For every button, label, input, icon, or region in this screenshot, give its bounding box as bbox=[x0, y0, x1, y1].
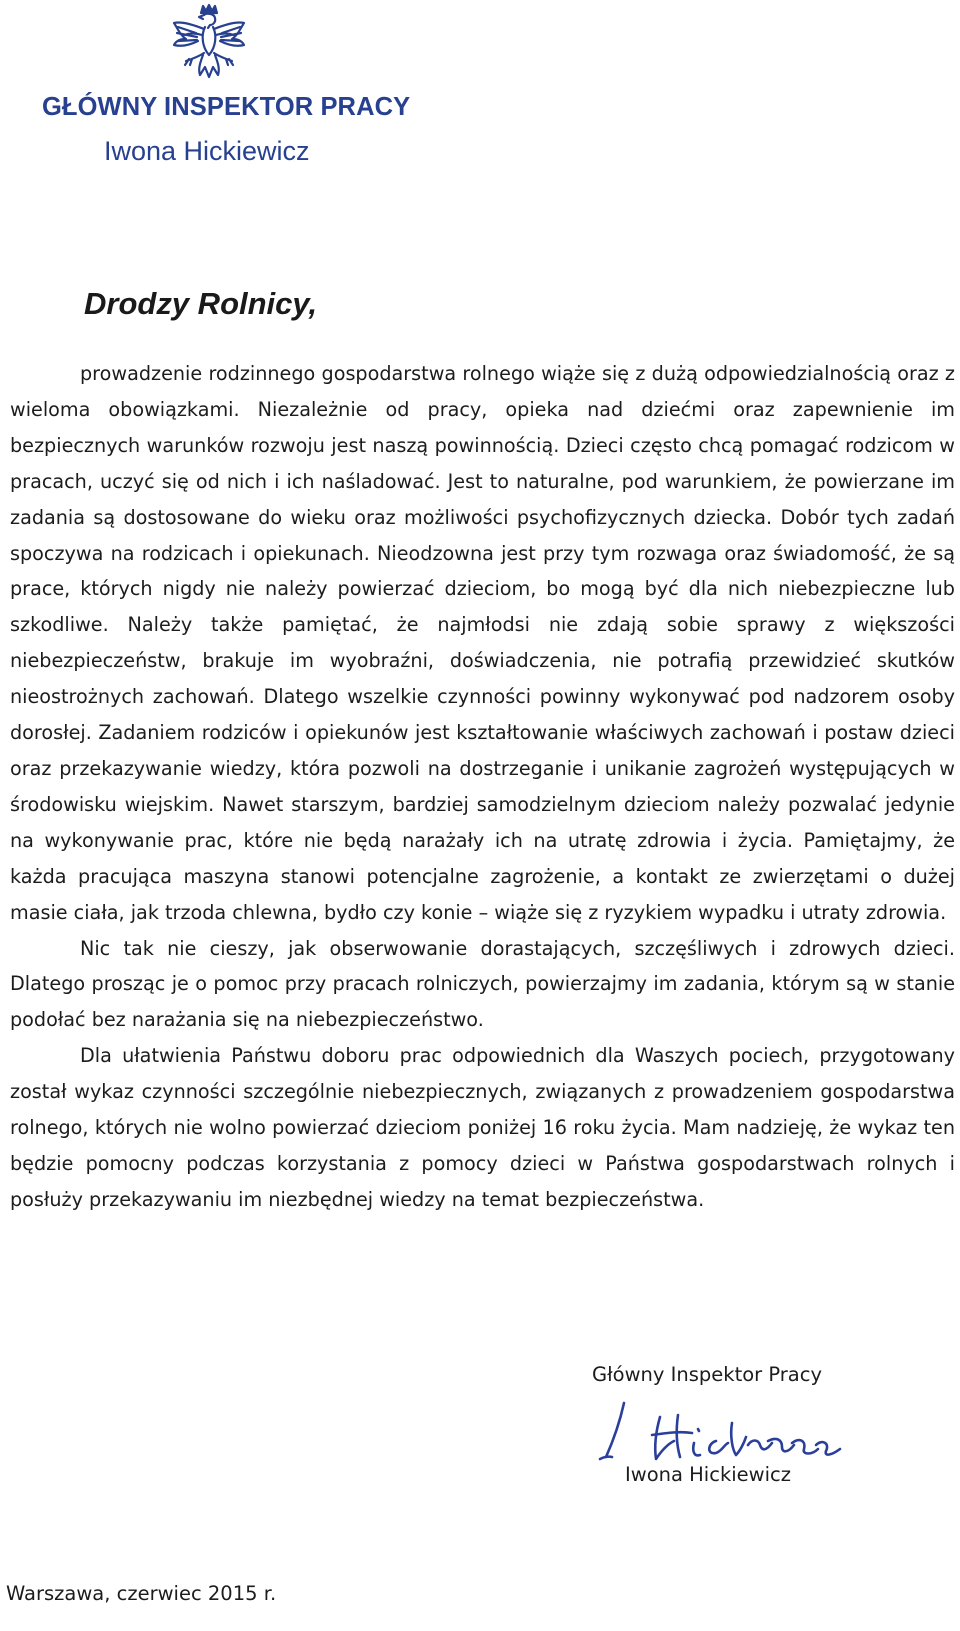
letterhead bbox=[0, 0, 960, 180]
signatory-name: Iwona Hickiewicz bbox=[625, 1463, 791, 1486]
letter-body bbox=[10, 356, 955, 1218]
organization-name: GŁÓWNY INSPEKTOR PRACY bbox=[42, 93, 411, 121]
paragraph: prowadzenie rodzinnego gospodarstwa rolnego wiąże się z dużą odpowiedzialnością oraz z wieloma obowiązkami. Niezależnie od pracy, opieka nad dziećmi oraz zapewnienie im bezpiecznych warunków rozwoju jest naszą powinnością. Dzieci często chcą pomagać rodzicom w pracach, uczyć się od nich i ich naśladować. Jest to naturalne, pod warunkiem, że powierzane im zadania są dostosowane do wieku oraz możliwości psychofizycznych dziecka. Dobór tych zadań spoczywa na rodzicach i opiekunach. Nieodzowna jest przy tym rozwaga oraz świadomość, że są prace, których nigdy nie należy powierzać dzieciom, bo mogą być dla nich niebezpieczne lub szkodliwe. Należy także pamiętać, że najmłodsi nie zdają sobie sprawy z większości niebezpieczeństw, brakuje im wyobraźni, doświadczenia, nie potrafią przewidzieć skutków nieostrożnych zachowań. Dlatego wszelkie czynności powinny wykonywać pod nadzorem osoby dorosłej. Zadaniem rodziców i opiekunów jest kształtowanie właściwych zachowań i postaw dzieci oraz przekazywanie wiedzy, która pozwoli na dostrzeganie i unikanie zagrożeń występujących w środowisku wiejskim. Nawet starszym, bardziej samodzielnym dzieciom należy pozwalać jedynie na wykonywanie prac, które nie będą narażały ich na utratę zdrowia i życia. Pamiętajmy, że każda pracująca maszyna stanowi potencjalne zagrożenie, a kontakt ze zwierzętami o dużej masie ciała, jak trzoda chlewna, bydło czy konie – wiąże się z ryzykiem wypadku i utraty zdrowia. bbox=[10, 362, 955, 924]
polish-eagle-emblem-icon bbox=[170, 3, 248, 88]
paragraph: Dla ułatwienia Państwu doboru prac odpowiednich dla Waszych pociech, przygotowany został wykaz czynności szczególnie niebezpiecznych, związanych z prowadzeniem gospodarstwa rolnego, których nie wolno powierzać dzieciom poniżej 16 roku życia. Mam nadzieję, że wykaz ten będzie pomocny podczas korzystania z pomocy dzieci w Państwa gospodarstwach rolnych i posłuży przekazywaniu im niezbędnej wiedzy na temat bezpieczeństwa. bbox=[10, 1044, 955, 1211]
handwritten-signature-icon bbox=[596, 1393, 846, 1473]
paragraph: Nic tak nie cieszy, jak obserwowanie dorastających, szczęśliwych i zdrowych dzieci. Dlatego prosząc je o pomoc przy pracach rolniczych, powierzajmy im zadania, którym są w stanie podołać bez narażania się na niebezpieczeństwo. bbox=[10, 936, 955, 1032]
signature-title: Główny Inspektor Pracy bbox=[592, 1363, 823, 1386]
place-and-date: Warszawa, czerwiec 2015 r. bbox=[6, 1582, 277, 1605]
signature-block bbox=[560, 1355, 860, 1525]
salutation: Drodzy Rolnicy, bbox=[84, 286, 318, 321]
letterhead-person-name: Iwona Hickiewicz bbox=[104, 136, 310, 166]
